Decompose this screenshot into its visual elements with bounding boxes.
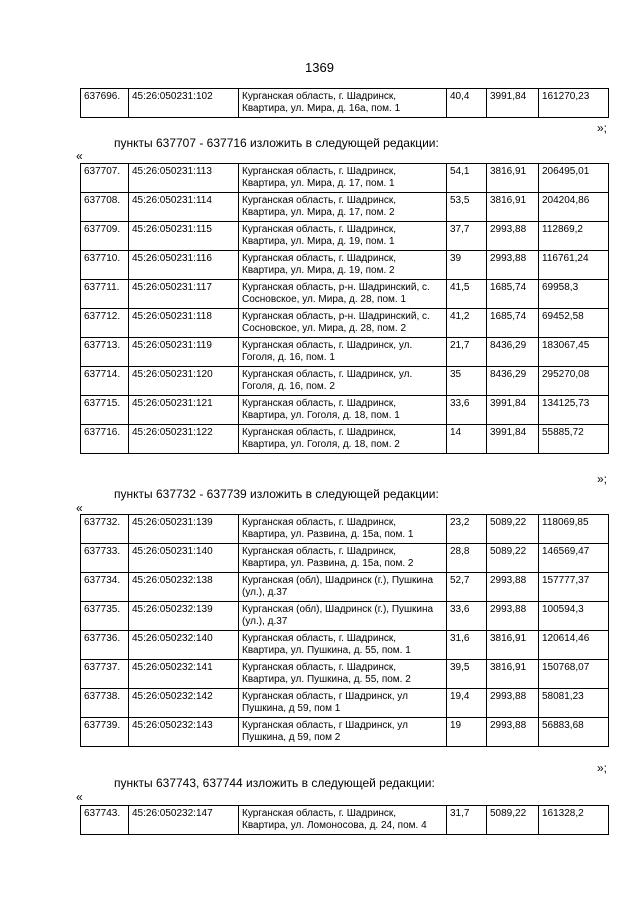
cadastral-number: 45:26:050232:147 [129,806,239,835]
area: 33,6 [447,396,487,425]
table-row [81,89,609,118]
area: 41,2 [447,309,487,338]
property-table [80,514,609,747]
area: 19,4 [447,689,487,718]
total-value: 58081,23 [539,689,609,718]
cadastral-number: 45:26:050231:119 [129,338,239,367]
cadastral-number: 45:26:050231:139 [129,515,239,544]
cadastral-number: 45:26:050232:143 [129,718,239,747]
total-value: 69452,58 [539,309,609,338]
address: Курганская область, г Шадринск, ул Пушкина, д 59, пом 2 [239,718,447,747]
item-number: 637714. [81,367,129,396]
table-row [81,193,609,222]
price-per-unit: 2993,88 [487,251,539,280]
price-per-unit: 2993,88 [487,718,539,747]
area: 31,6 [447,631,487,660]
area: 14 [447,425,487,454]
area: 28,8 [447,544,487,573]
cadastral-number: 45:26:050232:141 [129,660,239,689]
property-table [80,163,609,454]
area: 33,6 [447,602,487,631]
price-per-unit: 3991,84 [487,396,539,425]
table-row [81,280,609,309]
price-per-unit: 1685,74 [487,280,539,309]
total-value: 134125,73 [539,396,609,425]
address: Курганская область, г. Шадринск, ул. Гоголя, д. 16, пом. 2 [239,367,447,396]
total-value: 157777,37 [539,573,609,602]
address: Курганская область, г. Шадринск, Квартира, ул. Пушкина, д. 55, пом. 2 [239,660,447,689]
closing-quote: »; [597,121,608,135]
area: 37,7 [447,222,487,251]
cadastral-number: 45:26:050231:121 [129,396,239,425]
area: 52,7 [447,573,487,602]
item-number: 637735. [81,602,129,631]
table-row [81,309,609,338]
table-row [81,222,609,251]
total-value: 120614,46 [539,631,609,660]
property-table [80,805,609,835]
closing-quote: »; [597,472,608,486]
address: Курганская область, г. Шадринск, Квартира, ул. Гоголя, д. 18, пом. 1 [239,396,447,425]
price-per-unit: 5089,22 [487,515,539,544]
area: 39 [447,251,487,280]
cadastral-number: 45:26:050231:114 [129,193,239,222]
total-value: 100594,3 [539,602,609,631]
price-per-unit: 2993,88 [487,573,539,602]
cadastral-number: 45:26:050232:142 [129,689,239,718]
section-heading: пункты 637743, 637744 изложить в следующей редакции: [114,776,435,790]
area: 39,5 [447,660,487,689]
item-number: 637737. [81,660,129,689]
table-row [81,425,609,454]
opening-quote: « [76,149,83,163]
price-per-unit: 2993,88 [487,222,539,251]
price-per-unit: 8436,29 [487,338,539,367]
table-row [81,573,609,602]
item-number: 637733. [81,544,129,573]
item-number: 637696. [81,89,129,118]
total-value: 112869,2 [539,222,609,251]
total-value: 118069,85 [539,515,609,544]
price-per-unit: 3991,84 [487,425,539,454]
cadastral-number: 45:26:050231:116 [129,251,239,280]
area: 31,7 [447,806,487,835]
total-value: 161270,23 [539,89,609,118]
address: Курганская область, г. Шадринск, Квартира, ул. Развина, д. 15а, пом. 2 [239,544,447,573]
cadastral-number: 45:26:050231:140 [129,544,239,573]
table-row [81,718,609,747]
price-per-unit: 8436,29 [487,367,539,396]
cadastral-number: 45:26:050231:122 [129,425,239,454]
table-row [81,544,609,573]
area: 54,1 [447,164,487,193]
price-per-unit: 3991,84 [487,89,539,118]
price-per-unit: 5089,22 [487,544,539,573]
table-row [81,660,609,689]
address: Курганская область, г. Шадринск, Квартира, ул. Мира, д. 19, пом. 2 [239,251,447,280]
total-value: 56883,68 [539,718,609,747]
closing-quote: »; [597,761,608,775]
cadastral-number: 45:26:050231:117 [129,280,239,309]
address: Курганская область, г. Шадринск, Квартира, ул. Гоголя, д. 18, пом. 2 [239,425,447,454]
address: Курганская область, г. Шадринск, Квартира, ул. Пушкина, д. 55, пом. 1 [239,631,447,660]
item-number: 637709. [81,222,129,251]
cadastral-number: 45:26:050231:118 [129,309,239,338]
address: Курганская (обл), Шадринск (г.), Пушкина (ул.), д.37 [239,602,447,631]
total-value: 295270,08 [539,367,609,396]
item-number: 637715. [81,396,129,425]
address: Курганская (обл), Шадринск (г.), Пушкина (ул.), д.37 [239,573,447,602]
opening-quote: « [76,790,83,804]
table-row [81,367,609,396]
area: 53,5 [447,193,487,222]
total-value: 183067,45 [539,338,609,367]
section-heading: пункты 637707 - 637716 изложить в следующей редакции: [114,136,439,150]
area: 21,7 [447,338,487,367]
address: Курганская область, р-н. Шадринский, с. Сосновское, ул. Мира, д. 28, пом. 1 [239,280,447,309]
cadastral-number: 45:26:050231:120 [129,367,239,396]
item-number: 637732. [81,515,129,544]
address: Курганская область, г Шадринск, ул Пушкина, д 59, пом 1 [239,689,447,718]
item-number: 637713. [81,338,129,367]
address: Курганская область, г. Шадринск, Квартира, ул. Мира, д. 19, пом. 1 [239,222,447,251]
price-per-unit: 3816,91 [487,660,539,689]
item-number: 637743. [81,806,129,835]
total-value: 206495,01 [539,164,609,193]
cadastral-number: 45:26:050231:102 [129,89,239,118]
total-value: 55885,72 [539,425,609,454]
total-value: 150768,07 [539,660,609,689]
property-table [80,88,609,118]
address: Курганская область, г. Шадринск, ул. Гоголя, д. 16, пом. 1 [239,338,447,367]
address: Курганская область, г. Шадринск, Квартира, ул. Мира, д. 16а, пом. 1 [239,89,447,118]
table-row [81,689,609,718]
price-per-unit: 3816,91 [487,164,539,193]
total-value: 116761,24 [539,251,609,280]
area: 19 [447,718,487,747]
table-row [81,515,609,544]
area: 35 [447,367,487,396]
item-number: 637711. [81,280,129,309]
page-number: 1369 [305,60,334,75]
cadastral-number: 45:26:050231:115 [129,222,239,251]
item-number: 637739. [81,718,129,747]
table-row [81,164,609,193]
item-number: 637708. [81,193,129,222]
table-row [81,602,609,631]
item-number: 637734. [81,573,129,602]
cadastral-number: 45:26:050232:139 [129,602,239,631]
item-number: 637738. [81,689,129,718]
address: Курганская область, г. Шадринск, Квартира, ул. Развина, д. 15а, пом. 1 [239,515,447,544]
item-number: 637712. [81,309,129,338]
item-number: 637707. [81,164,129,193]
address: Курганская область, г. Шадринск, Квартира, ул. Мира, д. 17, пом. 1 [239,164,447,193]
table-row [81,806,609,835]
opening-quote: « [76,501,83,515]
price-per-unit: 1685,74 [487,309,539,338]
table-row [81,338,609,367]
price-per-unit: 3816,91 [487,631,539,660]
price-per-unit: 3816,91 [487,193,539,222]
price-per-unit: 2993,88 [487,689,539,718]
cadastral-number: 45:26:050232:138 [129,573,239,602]
address: Курганская область, г. Шадринск, Квартира, ул. Ломоносова, д. 24, пом. 4 [239,806,447,835]
cadastral-number: 45:26:050232:140 [129,631,239,660]
cadastral-number: 45:26:050231:113 [129,164,239,193]
address: Курганская область, г. Шадринск, Квартира, ул. Мира, д. 17, пом. 2 [239,193,447,222]
area: 23,2 [447,515,487,544]
area: 41,5 [447,280,487,309]
item-number: 637716. [81,425,129,454]
section-heading: пункты 637732 - 637739 изложить в следующей редакции: [114,487,439,501]
price-per-unit: 5089,22 [487,806,539,835]
total-value: 146569,47 [539,544,609,573]
table-row [81,396,609,425]
area: 40,4 [447,89,487,118]
table-row [81,251,609,280]
table-row [81,631,609,660]
total-value: 69958,3 [539,280,609,309]
total-value: 204204,86 [539,193,609,222]
address: Курганская область, р-н. Шадринский, с. Сосновское, ул. Мира, д. 28, пом. 2 [239,309,447,338]
price-per-unit: 2993,88 [487,602,539,631]
item-number: 637736. [81,631,129,660]
item-number: 637710. [81,251,129,280]
total-value: 161328,2 [539,806,609,835]
